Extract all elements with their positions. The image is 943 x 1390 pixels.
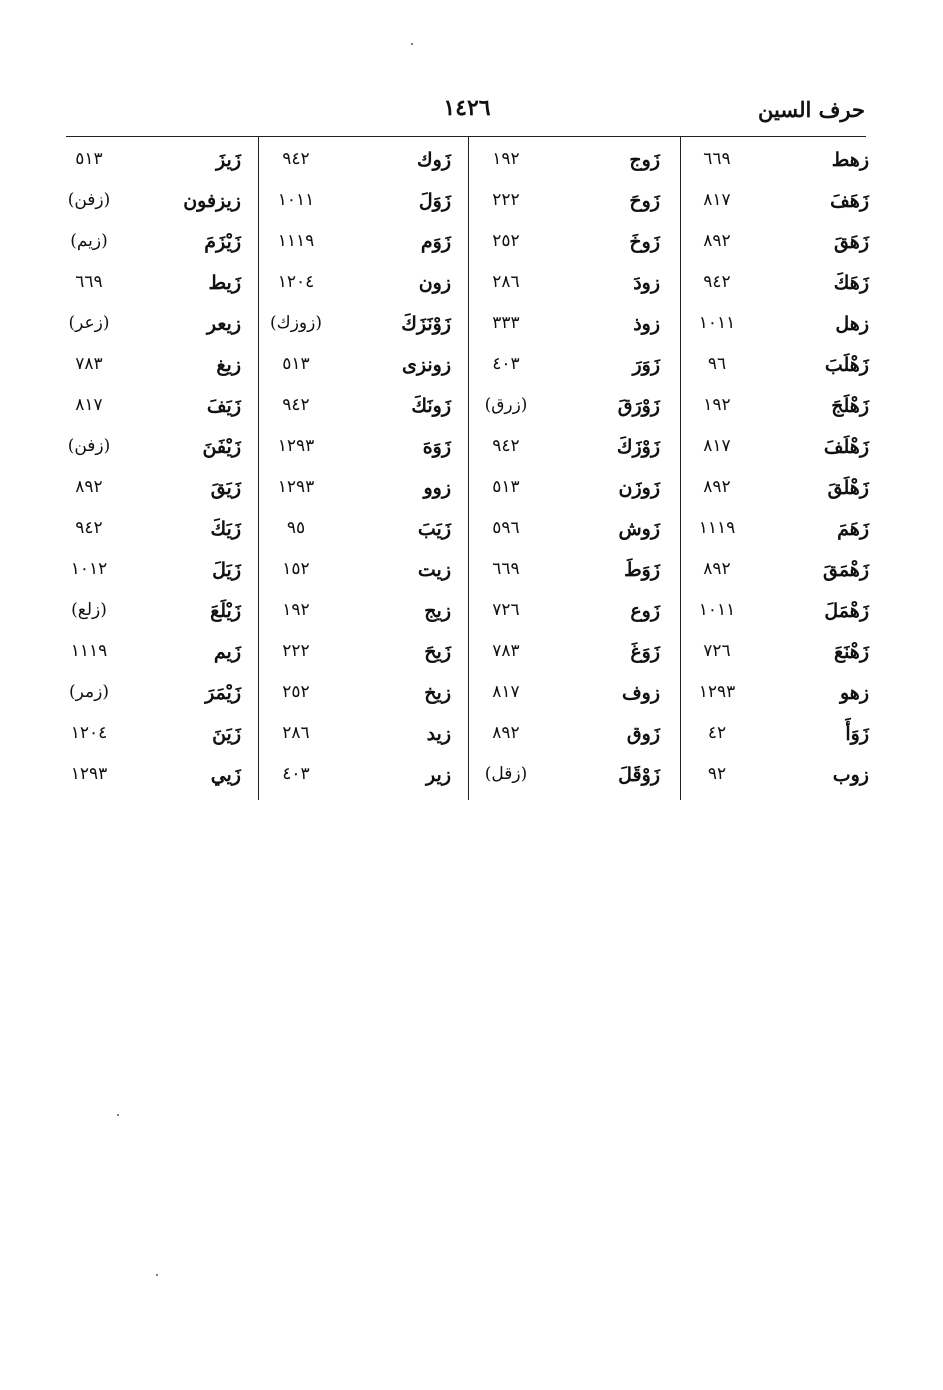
entry-reference: ٩٤٢	[75, 518, 103, 538]
index-entry	[265, 477, 451, 517]
column-divider	[468, 137, 469, 800]
index-entry	[58, 272, 241, 312]
entry-reference: (زقل)	[484, 764, 528, 784]
entry-reference: ٥٩٦	[492, 518, 520, 538]
entry-term: زيعر	[206, 313, 241, 335]
index-entry	[58, 190, 241, 230]
index-entry	[58, 682, 241, 722]
entry-term: زَوَهَ	[422, 436, 451, 458]
print-speck	[411, 43, 413, 45]
index-entry	[686, 600, 869, 640]
entry-term: زَوْنَزَكَ	[401, 313, 451, 335]
entry-term: زير	[426, 764, 451, 786]
index-entry	[265, 190, 451, 230]
entry-term: زَوَرَ	[632, 354, 660, 376]
entry-reference: ٢٨٦	[492, 272, 520, 292]
index-entry	[265, 723, 451, 763]
index-entry	[686, 436, 869, 476]
index-entry	[686, 764, 869, 804]
entry-reference: (زعر)	[68, 313, 110, 333]
entry-reference: ١٠١١	[277, 190, 315, 210]
index-entry	[58, 436, 241, 476]
index-entry	[686, 231, 869, 271]
entry-term: زوف	[621, 682, 660, 704]
entry-term: زيخ	[424, 682, 451, 704]
index-entry	[265, 641, 451, 681]
index-entry	[58, 764, 241, 804]
entry-reference: ٢٢٢	[282, 641, 310, 661]
entry-reference: (زيم)	[70, 231, 108, 251]
entry-reference: ٩٤٢	[492, 436, 520, 456]
entry-term: زَيَقَ	[210, 477, 241, 499]
entry-reference: ٤٢	[707, 723, 727, 743]
index-entry	[686, 641, 869, 681]
entry-term: زيج	[424, 600, 451, 622]
index-entry	[58, 149, 241, 189]
index-entry	[686, 559, 869, 599]
index-entry	[265, 354, 451, 394]
entry-reference: (زفن)	[67, 190, 111, 210]
index-entry	[58, 231, 241, 271]
index-entry	[475, 477, 660, 517]
entry-term: زون	[418, 272, 451, 294]
entry-term: زَوَطَ	[624, 559, 660, 581]
entry-term: زهط	[831, 149, 869, 171]
entry-reference: ٨٩٢	[75, 477, 103, 497]
entry-reference: ٤٠٣	[282, 764, 310, 784]
entry-reference: ٩٤٢	[282, 149, 310, 169]
index-entry	[475, 723, 660, 763]
index-entry	[475, 395, 660, 435]
entry-reference: (زلع)	[71, 600, 107, 620]
entry-term: زَيم	[213, 641, 241, 663]
entry-reference: ١٢٠٤	[277, 272, 315, 292]
entry-term: زَيْفَنَ	[202, 436, 241, 458]
entry-term: زَهْلَفَ	[823, 436, 869, 458]
entry-term: زَهَكَ	[833, 272, 869, 294]
index-entry	[686, 723, 869, 763]
entry-reference: ١٠١١	[698, 600, 736, 620]
index-entry	[58, 313, 241, 353]
entry-reference: ١٩٢	[282, 600, 310, 620]
entry-reference: ٨٩٢	[492, 723, 520, 743]
entry-reference: ٨١٧	[703, 436, 731, 456]
entry-term: زَوْزَكَ	[616, 436, 660, 458]
entry-reference: ٨١٧	[492, 682, 520, 702]
entry-term: زَيَفَ	[206, 395, 241, 417]
entry-reference: ٢٥٢	[492, 231, 520, 251]
entry-term: زوذ	[633, 313, 660, 335]
entry-term: زَهَمَ	[837, 518, 869, 540]
entry-reference: ١٩٢	[492, 149, 520, 169]
index-entry	[58, 354, 241, 394]
index-entry	[686, 149, 869, 189]
entry-reference: ١١١٩	[277, 231, 315, 251]
entry-term: زَوش	[618, 518, 660, 540]
index-entry	[265, 559, 451, 599]
entry-reference: ١٥٢	[282, 559, 310, 579]
print-speck	[117, 1114, 119, 1116]
entry-reference: ٨١٧	[75, 395, 103, 415]
entry-reference: ٨٩٢	[703, 559, 731, 579]
entry-term: زَيزَ	[216, 149, 241, 171]
entry-reference: ٩٤٢	[282, 395, 310, 415]
index-column-4	[58, 137, 241, 817]
entry-reference: ٥١٣	[282, 354, 310, 374]
index-entry	[265, 682, 451, 722]
index-entry	[265, 518, 451, 558]
entry-reference: ١١١٩	[698, 518, 736, 538]
entry-term: زهو	[839, 682, 869, 704]
entry-reference: ٤٠٣	[492, 354, 520, 374]
index-entry	[58, 518, 241, 558]
index-entry	[475, 764, 660, 804]
index-entry	[475, 559, 660, 599]
index-entry	[58, 395, 241, 435]
index-column-1	[686, 137, 869, 817]
index-column-2	[475, 137, 660, 817]
entry-term: زَهْنَعَ	[833, 641, 869, 663]
entry-term: زَوَأَ	[845, 723, 869, 745]
entry-reference: ٣٣٣	[492, 313, 520, 333]
entry-reference: ٨٩٢	[703, 231, 731, 251]
index-entry	[265, 395, 451, 435]
entry-term: زهل	[835, 313, 869, 335]
index-entry	[686, 272, 869, 312]
entry-term: زَيَبَ	[417, 518, 451, 540]
entry-reference: ٧٢٦	[703, 641, 731, 661]
entry-term: زَوَم	[420, 231, 451, 253]
entry-reference: ١٢٩٣	[698, 682, 736, 702]
entry-term: زيت	[417, 559, 451, 581]
entry-reference: ٦٦٩	[492, 559, 520, 579]
entry-term: زودَ	[633, 272, 660, 294]
entry-reference: ٥١٣	[75, 149, 103, 169]
entry-reference: ٢٢٢	[492, 190, 520, 210]
index-entry	[686, 518, 869, 558]
index-column-3	[265, 137, 451, 817]
entry-term: زونزى	[402, 354, 451, 376]
entry-reference: ١٢٩٣	[277, 436, 315, 456]
index-entry	[686, 313, 869, 353]
entry-reference: ٢٨٦	[282, 723, 310, 743]
entry-term: زَوْقَلَ	[618, 764, 660, 786]
entry-term: زيزفون	[183, 190, 241, 212]
entry-reference: (زفن)	[67, 436, 111, 456]
entry-reference: ١٢٩٣	[277, 477, 315, 497]
index-entry	[686, 395, 869, 435]
index-entry	[58, 641, 241, 681]
index-entry	[58, 559, 241, 599]
entry-reference: ١٩٢	[703, 395, 731, 415]
entry-term: زَهَفَ	[830, 190, 869, 212]
entry-term: زوب	[832, 764, 869, 786]
index-entry	[265, 600, 451, 640]
print-speck	[156, 1274, 158, 1276]
index-entry	[475, 641, 660, 681]
entry-term: زَوخَ	[629, 231, 660, 253]
entry-term: زيد	[426, 723, 451, 745]
index-entry	[265, 272, 451, 312]
entry-term: زَهْلَجَ	[831, 395, 869, 417]
entry-term: زَونَكَ	[411, 395, 451, 417]
entry-term: زَيي	[210, 764, 241, 786]
index-entry	[475, 518, 660, 558]
entry-reference: ١١١٩	[70, 641, 108, 661]
index-entry	[475, 436, 660, 476]
entry-reference: ٥١٣	[492, 477, 520, 497]
index-entry	[686, 190, 869, 230]
index-entry	[475, 272, 660, 312]
entry-reference: (زرق)	[484, 395, 528, 415]
entry-term: زَيْزَمَ	[204, 231, 241, 253]
entry-term: زَهْمَلَ	[824, 600, 869, 622]
entry-term: زَيَكَ	[210, 518, 241, 540]
index-entry	[265, 231, 451, 271]
entry-term: زَوَلَ	[418, 190, 451, 212]
entry-term: زَيَلَ	[212, 559, 241, 581]
index-entry	[475, 313, 660, 353]
index-entry	[475, 149, 660, 189]
entry-reference: ٩٥	[286, 518, 306, 538]
entry-term: زَوْرَقَ	[617, 395, 660, 417]
index-entry	[686, 354, 869, 394]
entry-reference: ١٢٩٣	[70, 764, 108, 784]
entry-term: زَيحَ	[424, 641, 451, 663]
index-entry	[265, 764, 451, 804]
entry-term: زَيْلَعَ	[210, 600, 241, 622]
entry-reference: ٧٨٣	[75, 354, 103, 374]
index-entry	[686, 682, 869, 722]
column-divider	[258, 137, 259, 800]
index-entry	[475, 354, 660, 394]
entry-term: زَيْمَرَ	[205, 682, 241, 704]
entry-reference: ٨٩٢	[703, 477, 731, 497]
entry-term: زَهْلَقَ	[827, 477, 869, 499]
page-number: ١٤٢٦	[443, 95, 491, 121]
entry-reference: ٦٦٩	[703, 149, 731, 169]
index-entry	[475, 600, 660, 640]
entry-reference: ٩٦	[707, 354, 727, 374]
entry-term: زيغ	[216, 354, 241, 376]
entry-term: زَهْلَبَ	[824, 354, 869, 376]
entry-term: زَوق	[626, 723, 660, 745]
index-entry	[686, 477, 869, 517]
entry-reference: (زمر)	[69, 682, 109, 702]
entry-term: زَيَنَ	[212, 723, 241, 745]
entry-reference: ٩٤٢	[703, 272, 731, 292]
index-entry	[265, 313, 451, 353]
entry-reference: ٧٢٦	[492, 600, 520, 620]
entry-reference: ٨١٧	[703, 190, 731, 210]
entry-term: زَوَغَ	[630, 641, 660, 663]
entry-term: زوو	[423, 477, 451, 499]
entry-term: زَوك	[416, 149, 451, 171]
index-entry	[475, 231, 660, 271]
entry-term: زَوحَ	[629, 190, 660, 212]
index-entry	[58, 723, 241, 763]
entry-term: زَوج	[629, 149, 660, 171]
index-entry	[265, 149, 451, 189]
index-entry	[58, 600, 241, 640]
entry-reference: ٢٥٢	[282, 682, 310, 702]
entry-reference: (زوزك)	[270, 313, 322, 333]
entry-term: زَهَقَ	[833, 231, 869, 253]
entry-reference: ٩٢	[707, 764, 727, 784]
index-entry	[475, 190, 660, 230]
entry-term: زَوزَن	[618, 477, 660, 499]
entry-reference: ١٢٠٤	[70, 723, 108, 743]
index-entry	[265, 436, 451, 476]
entry-reference: ٧٨٣	[492, 641, 520, 661]
entry-reference: ١٠١٢	[70, 559, 108, 579]
entry-term: زَوع	[630, 600, 660, 622]
index-entry	[58, 477, 241, 517]
entry-term: زَيط	[208, 272, 241, 294]
section-title: حرف السين	[758, 97, 865, 122]
index-entry	[475, 682, 660, 722]
entry-term: زَهْمَقَ	[822, 559, 869, 581]
entry-reference: ١٠١١	[698, 313, 736, 333]
entry-reference: ٦٦٩	[75, 272, 103, 292]
column-divider	[680, 137, 681, 800]
